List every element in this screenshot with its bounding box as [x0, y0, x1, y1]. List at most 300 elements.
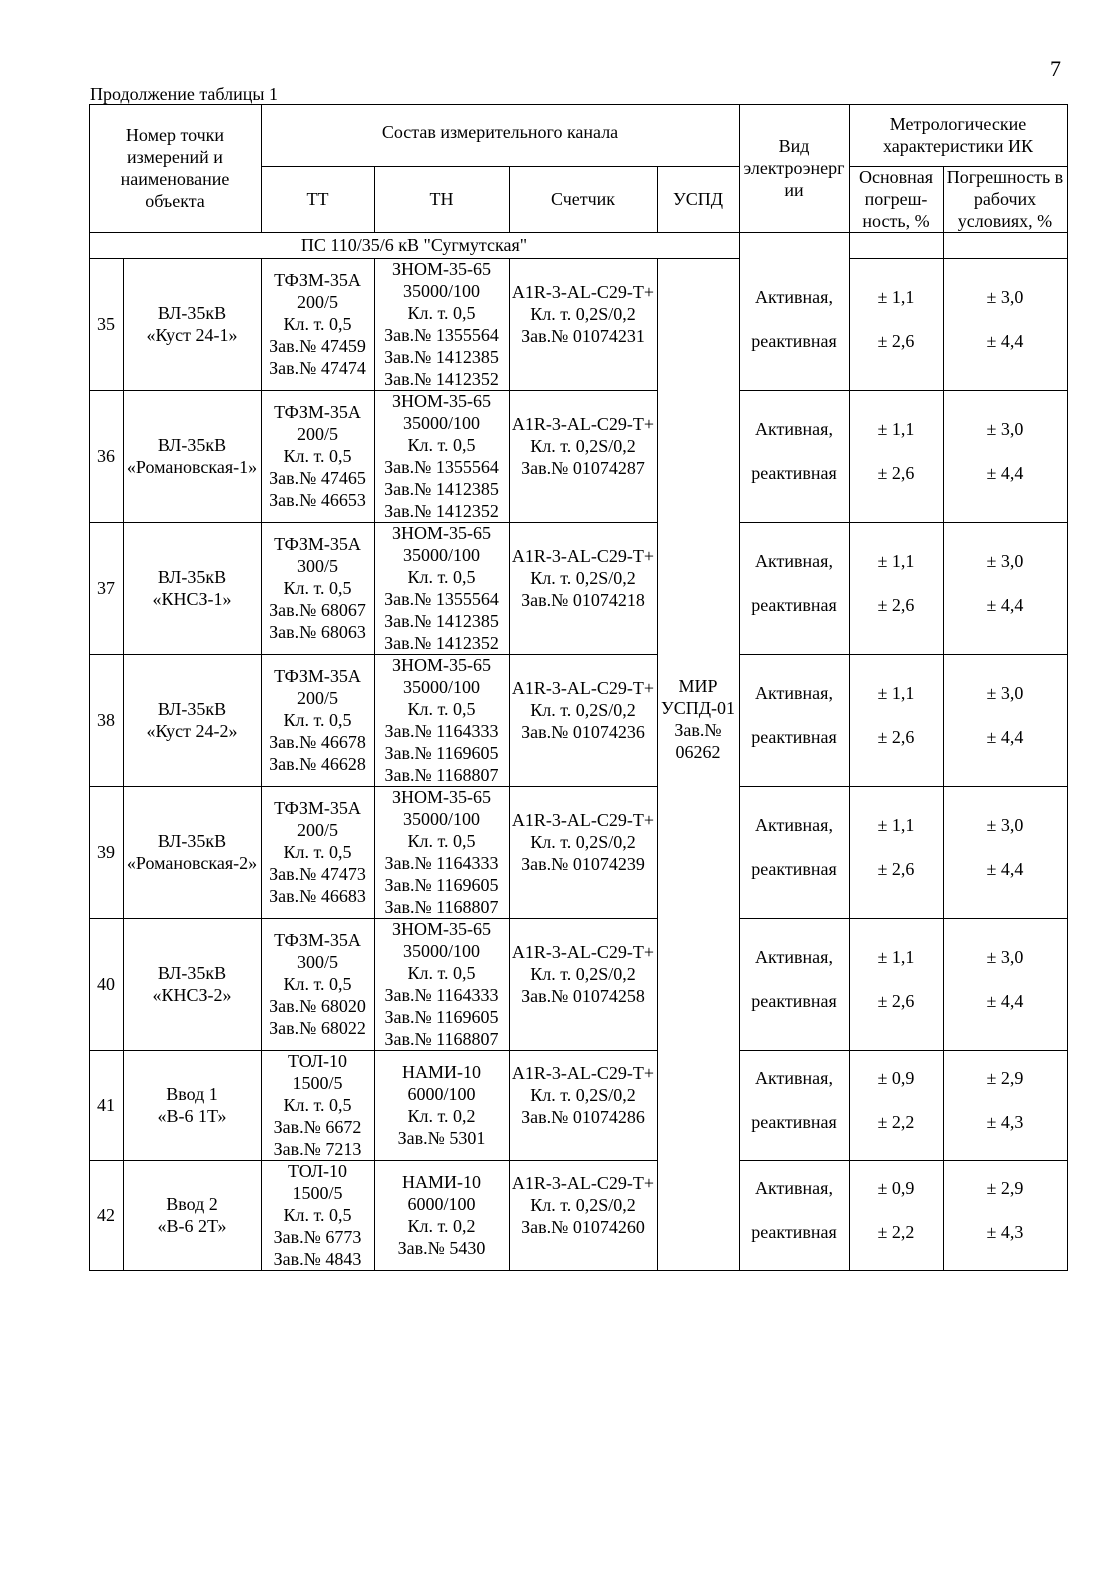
row-tt-line: Зав.№ 47465 [269, 468, 366, 488]
row-object-name [123, 1050, 261, 1160]
row-tn-line: 35000/100 [402, 941, 480, 961]
row-tn [374, 654, 509, 786]
row-tn [374, 1160, 509, 1270]
row-tt-line: 200/5 [296, 424, 338, 444]
row-base-error-reactive-line: ± 2,6 [877, 859, 915, 879]
row-object-name-line: «Куст 24-1» [146, 325, 238, 345]
row-object-name-line: Ввод 1 [166, 1084, 218, 1104]
row-base-error-reactive-line: ± 2,6 [877, 727, 915, 747]
row-work-error-active-line: ± 2,9 [986, 1068, 1024, 1088]
row-kind-active-line: Активная, [755, 947, 833, 967]
row-tt-line: Зав.№ 46683 [269, 886, 366, 906]
row-tn-line: 6000/100 [407, 1084, 476, 1104]
row-work-error-active-line: ± 3,0 [986, 683, 1024, 703]
row-kind-active-line: Активная, [755, 683, 833, 703]
row-object-name-line: ВЛ-35кВ [157, 699, 227, 719]
row-base-error-reactive [849, 588, 943, 622]
row-meter-line: Зав.№ 01074218 [521, 590, 645, 610]
row-tt-line: Кл. т. 0,5 [283, 974, 352, 994]
row-meter-line: А1R-3-AL-C29-T+ [511, 810, 655, 830]
row-tn-line: ЗНОМ-35-65 [391, 787, 491, 807]
row-kind-reactive [739, 456, 849, 490]
row-kind-reactive [739, 588, 849, 622]
row-tn-line: Зав.№ 1164333 [384, 985, 499, 1005]
row-tn-line: 6000/100 [407, 1194, 476, 1214]
row-base-error-reactive [849, 852, 943, 886]
row-kind-active-line: Активная, [755, 815, 833, 835]
row-object-name-line: «В-6 1Т» [157, 1106, 227, 1126]
row-tn-line: 35000/100 [402, 545, 480, 565]
row-kind-reactive-line: реактивная [751, 1222, 837, 1242]
row-tt-line: Зав.№ 46628 [269, 754, 366, 774]
row-work-error-active [943, 808, 1067, 842]
row-rule [739, 522, 1068, 523]
row-tn-line: Зав.№ 1164333 [384, 721, 499, 741]
row-work-error-reactive [943, 720, 1067, 754]
row-tn-line: Зав.№ 1412385 [384, 611, 499, 631]
row-work-error-active-line: ± 2,9 [986, 1178, 1024, 1198]
row-kind-reactive [739, 324, 849, 358]
row-meter-line: А1R-3-AL-C29-T+ [511, 414, 655, 434]
row-base-error-reactive-line: ± 2,6 [877, 991, 915, 1011]
row-rule [739, 390, 1068, 391]
row-kind-reactive [739, 852, 849, 886]
header-meter-line: Счетчик [550, 189, 616, 209]
header-metro-line: Метрологические [889, 114, 1027, 134]
row-work-error-active [943, 280, 1067, 314]
row-object-name-line: ВЛ-35кВ [157, 435, 227, 455]
row-meter-line: Зав.№ 01074287 [521, 458, 645, 478]
header-point-line: измерений и [127, 147, 223, 167]
row-base-error-active [849, 280, 943, 314]
row-meter-line: Кл. т. 0,2S/0,2 [530, 1195, 636, 1215]
row-object-name [123, 918, 261, 1050]
row-tn [374, 258, 509, 390]
row-tn-line: Зав.№ 1168807 [384, 1029, 499, 1049]
row-base-error-reactive-line: ± 2,6 [877, 463, 915, 483]
row-number [89, 1160, 123, 1270]
row-rule [739, 1160, 1068, 1161]
row-base-error-reactive [849, 456, 943, 490]
row-work-error-reactive [943, 456, 1067, 490]
row-tt [261, 390, 374, 522]
row-kind-reactive-line: реактивная [751, 331, 837, 351]
header-base-error-line: ность, % [862, 211, 930, 231]
row-tn-line: Кл. т. 0,5 [407, 963, 476, 983]
row-work-error-active [943, 544, 1067, 578]
row-kind-reactive [739, 1105, 849, 1139]
row-work-error-reactive [943, 324, 1067, 358]
row-kind-reactive-line: реактивная [751, 595, 837, 615]
header-point-line: наименование [120, 169, 230, 189]
row-tt-line: Кл. т. 0,5 [283, 314, 352, 334]
row-tn-line: Зав.№ 1412352 [384, 501, 499, 521]
header-kind-line: ии [784, 180, 804, 200]
row-tt-line: ТОЛ-10 [287, 1051, 348, 1071]
row-rule [739, 654, 1068, 655]
header-channel [261, 104, 739, 160]
row-tt-line: 200/5 [296, 292, 338, 312]
row-number [89, 1050, 123, 1160]
row-tt-line: Зав.№ 4843 [273, 1249, 362, 1269]
row-tt-line: Зав.№ 7213 [273, 1139, 362, 1159]
row-number-line: 41 [97, 1095, 115, 1115]
row-tn-line: ЗНОМ-35-65 [391, 655, 491, 675]
row-tt-line: Зав.№ 68020 [269, 996, 366, 1016]
row-kind-reactive [739, 984, 849, 1018]
row-tt-line: Зав.№ 46653 [269, 490, 366, 510]
row-tt-line: Зав.№ 47473 [269, 864, 366, 884]
row-base-error-reactive [849, 720, 943, 754]
header-point [89, 104, 261, 232]
row-meter-line: А1R-3-AL-C29-T+ [511, 282, 655, 302]
row-kind-active [739, 940, 849, 974]
row-meter [509, 370, 657, 522]
uspd-value-line: 06262 [675, 742, 721, 762]
row-kind-reactive-line: реактивная [751, 727, 837, 747]
row-tn-line: Кл. т. 0,5 [407, 567, 476, 587]
header-kind-line: электроэнерг [743, 158, 845, 178]
row-object-name-line: ВЛ-35кВ [157, 963, 227, 983]
row-meter-line: Зав.№ 01074236 [521, 722, 645, 742]
row-object-name [123, 258, 261, 390]
row-tn-line: Кл. т. 0,5 [407, 435, 476, 455]
row-tt-line: 200/5 [296, 820, 338, 840]
row-rule [739, 918, 1068, 919]
row-kind-active-line: Активная, [755, 287, 833, 307]
row-object-name [123, 786, 261, 918]
row-base-error-active-line: ± 0,9 [877, 1178, 915, 1198]
row-tn-line: Зав.№ 1412385 [384, 347, 499, 367]
row-tt [261, 918, 374, 1050]
row-tt-line: ТФЗМ-35А [274, 270, 361, 290]
substation-name-line: ПС 110/35/6 кВ "Сугмутская" [300, 235, 528, 255]
row-object-name-line: ВЛ-35кВ [157, 567, 227, 587]
header-base-error [849, 166, 943, 232]
row-work-error-reactive [943, 1105, 1067, 1139]
header-tt [261, 166, 374, 232]
row-kind-active [739, 1061, 849, 1095]
row-base-error-active-line: ± 1,1 [877, 683, 915, 703]
row-meter-line: А1R-3-AL-C29-T+ [511, 1173, 655, 1193]
row-object-name-line: ВЛ-35кВ [157, 831, 227, 851]
row-meter-line: Кл. т. 0,2S/0,2 [530, 832, 636, 852]
row-tt-line: Зав.№ 47474 [269, 358, 366, 378]
row-work-error-active [943, 676, 1067, 710]
row-tn-line: Зав.№ 1412352 [384, 369, 499, 389]
row-tn [374, 786, 509, 918]
row-meter [509, 1140, 657, 1270]
row-base-error-reactive-line: ± 2,2 [877, 1222, 915, 1242]
header-point-line: объекта [145, 191, 205, 211]
row-tn-line: Зав.№ 5430 [397, 1238, 486, 1258]
row-meter-line: Зав.№ 01074258 [521, 986, 645, 1006]
row-tn-line: Кл. т. 0,5 [407, 699, 476, 719]
row-kind-active [739, 544, 849, 578]
row-tn-line: Зав.№ 1168807 [384, 765, 499, 785]
row-tn-line: Зав.№ 1355564 [384, 457, 499, 477]
row-work-error-reactive [943, 588, 1067, 622]
row-meter-line: Кл. т. 0,2S/0,2 [530, 964, 636, 984]
row-kind-active [739, 676, 849, 710]
row-tn-line: 35000/100 [402, 677, 480, 697]
row-tn [374, 1050, 509, 1160]
row-object-name [123, 654, 261, 786]
row-tt-line: ТФЗМ-35А [274, 666, 361, 686]
row-tt-line: ТОЛ-10 [287, 1161, 348, 1181]
row-kind-reactive-line: реактивная [751, 859, 837, 879]
row-tn-line: 35000/100 [402, 281, 480, 301]
row-object-name-line: «КНСЗ-1» [152, 589, 232, 609]
row-tt-line: Зав.№ 68067 [269, 600, 366, 620]
row-tn-line: 35000/100 [402, 809, 480, 829]
row-tt-line: Зав.№ 47459 [269, 336, 366, 356]
row-number [89, 390, 123, 522]
row-meter [509, 898, 657, 1050]
row-kind-active [739, 808, 849, 842]
row-work-error-active-line: ± 3,0 [986, 815, 1024, 835]
row-tn-line: Кл. т. 0,5 [407, 831, 476, 851]
row-base-error-reactive [849, 984, 943, 1018]
row-tt-line: Зав.№ 46678 [269, 732, 366, 752]
row-kind-reactive-line: реактивная [751, 463, 837, 483]
row-tt-line: 1500/5 [292, 1073, 343, 1093]
row-meter-line: Кл. т. 0,2S/0,2 [530, 568, 636, 588]
row-tt [261, 522, 374, 654]
table-caption: Продолжение таблицы 1 [90, 84, 278, 104]
row-meter-line: А1R-3-AL-C29-T+ [511, 678, 655, 698]
row-base-error-reactive [849, 1215, 943, 1249]
row-object-name [123, 1160, 261, 1270]
row-tn-line: Кл. т. 0,2 [407, 1106, 476, 1126]
row-meter [509, 238, 657, 390]
table-right-border [1067, 104, 1068, 1271]
row-meter [509, 634, 657, 786]
row-kind-active [739, 280, 849, 314]
row-object-name-line: «Куст 24-2» [146, 721, 238, 741]
row-tn-line: 35000/100 [402, 413, 480, 433]
row-work-error-active [943, 412, 1067, 446]
row-base-error-reactive-line: ± 2,6 [877, 331, 915, 351]
header-base-error-line: Основная [858, 167, 934, 187]
row-tt [261, 654, 374, 786]
header-work-error-line: Погрешность в [946, 167, 1064, 187]
row-work-error-reactive-line: ± 4,3 [986, 1222, 1024, 1242]
row-tt-line: ТФЗМ-35А [274, 534, 361, 554]
row-work-error-active [943, 1171, 1067, 1205]
header-work-error-line: рабочих [973, 189, 1037, 209]
row-work-error-active-line: ± 3,0 [986, 947, 1024, 967]
row-number [89, 258, 123, 390]
row-tn-line: Зав.№ 1355564 [384, 589, 499, 609]
row-kind-active [739, 412, 849, 446]
uspd-value [657, 258, 739, 1180]
row-kind-active-line: Активная, [755, 419, 833, 439]
row-kind-active-line: Активная, [755, 1068, 833, 1088]
row-base-error-active-line: ± 1,1 [877, 419, 915, 439]
row-number [89, 654, 123, 786]
row-base-error-active [849, 808, 943, 842]
row-tn-line: НАМИ-10 [402, 1062, 481, 1082]
row-work-error-reactive-line: ± 4,4 [986, 727, 1024, 747]
row-number-line: 42 [97, 1205, 115, 1225]
row-tn [374, 390, 509, 522]
row-base-error-active-line: ± 0,9 [877, 1068, 915, 1088]
row-object-name [123, 522, 261, 654]
row-tt-line: Зав.№ 68022 [269, 1018, 366, 1038]
row-work-error-reactive-line: ± 4,4 [986, 991, 1024, 1011]
row-tt-line: Зав.№ 6773 [273, 1227, 362, 1247]
row-meter-line: Зав.№ 01074239 [521, 854, 645, 874]
table-bottom-border [89, 1270, 1068, 1271]
row-tn-line: Зав.№ 1168807 [384, 897, 499, 917]
row-kind-reactive-line: реактивная [751, 991, 837, 1011]
row-tn-line: ЗНОМ-35-65 [391, 919, 491, 939]
row-object-name [123, 390, 261, 522]
row-tn-line: ЗНОМ-35-65 [391, 391, 491, 411]
row-meter-line: Кл. т. 0,2S/0,2 [530, 436, 636, 456]
row-tn-line: Зав.№ 1169605 [384, 743, 499, 763]
row-tt [261, 1050, 374, 1160]
row-tn-line: Зав.№ 1412352 [384, 633, 499, 653]
header-metro [849, 104, 1067, 166]
row-tt [261, 786, 374, 918]
header-base-error-line: погреш- [864, 189, 928, 209]
row-base-error-active-line: ± 1,1 [877, 815, 915, 835]
row-number [89, 522, 123, 654]
row-rule [739, 1050, 1068, 1051]
header-kind-line: Вид [778, 136, 810, 156]
row-tn-line: ЗНОМ-35-65 [391, 259, 491, 279]
row-base-error-active-line: ± 1,1 [877, 947, 915, 967]
row-base-error-reactive-line: ± 2,2 [877, 1112, 915, 1132]
row-meter-line: Кл. т. 0,2S/0,2 [530, 304, 636, 324]
row-tt-line: 300/5 [296, 952, 338, 972]
header-metro-line: характеристики ИК [882, 136, 1034, 156]
row-kind-reactive [739, 720, 849, 754]
row-kind-active-line: Активная, [755, 1178, 833, 1198]
row-base-error-active [849, 676, 943, 710]
row-meter-line: Кл. т. 0,2S/0,2 [530, 700, 636, 720]
row-tn-line: Зав.№ 1169605 [384, 875, 499, 895]
row-base-error-active [849, 1171, 943, 1205]
uspd-value-line: УСПД-01 [660, 698, 736, 718]
row-number-line: 35 [97, 314, 115, 334]
row-tn-line: НАМИ-10 [402, 1172, 481, 1192]
row-tn-line: Кл. т. 0,2 [407, 1216, 476, 1236]
row-work-error-active-line: ± 3,0 [986, 287, 1024, 307]
row-tt-line: Зав.№ 68063 [269, 622, 366, 642]
row-meter [509, 502, 657, 654]
row-tt-line: Кл. т. 0,5 [283, 578, 352, 598]
header-channel-line: Состав измерительного канала [381, 122, 619, 142]
row-base-error-reactive-line: ± 2,6 [877, 595, 915, 615]
row-object-name-line: «Романовская-1» [126, 457, 258, 477]
row-tt-line: Кл. т. 0,5 [283, 446, 352, 466]
row-kind-reactive-line: реактивная [751, 1112, 837, 1132]
row-tt-line: Кл. т. 0,5 [283, 842, 352, 862]
row-work-error-reactive-line: ± 4,4 [986, 859, 1024, 879]
row-work-error-active [943, 1061, 1067, 1095]
row-tn-line: Кл. т. 0,5 [407, 303, 476, 323]
row-base-error-active [849, 544, 943, 578]
row-base-error-active [849, 412, 943, 446]
row-tn-line: Зав.№ 1169605 [384, 1007, 499, 1027]
header-tt-line: ТТ [306, 189, 329, 209]
row-base-error-reactive [849, 1105, 943, 1139]
row-tn-line: Зав.№ 1164333 [384, 853, 499, 873]
row-tn [374, 522, 509, 654]
row-work-error-reactive [943, 1215, 1067, 1249]
header-point-line: Номер точки [125, 125, 225, 145]
row-work-error-reactive [943, 852, 1067, 886]
row-meter-line: Зав.№ 01074260 [521, 1217, 645, 1237]
row-tt-line: Кл. т. 0,5 [283, 1095, 352, 1115]
row-meter-line: Зав.№ 01074286 [521, 1107, 645, 1127]
row-tt-line: ТФЗМ-35А [274, 930, 361, 950]
row-tt-line: Кл. т. 0,5 [283, 710, 352, 730]
row-tn-line: Зав.№ 1412385 [384, 479, 499, 499]
row-tt [261, 258, 374, 390]
substation-rule-right [849, 258, 1068, 259]
row-meter-line: А1R-3-AL-C29-T+ [511, 546, 655, 566]
row-number-line: 37 [97, 578, 115, 598]
row-object-name-line: «КНСЗ-2» [152, 985, 232, 1005]
row-kind-active-line: Активная, [755, 551, 833, 571]
header-tn [374, 166, 509, 232]
header-kind [739, 124, 849, 212]
row-base-error-active [849, 940, 943, 974]
row-tt-line: Зав.№ 6672 [273, 1117, 362, 1137]
row-object-name-line: ВЛ-35кВ [157, 303, 227, 323]
measurement-table [89, 104, 1068, 1276]
row-work-error-reactive-line: ± 4,4 [986, 595, 1024, 615]
row-object-name-line: «В-6 2Т» [157, 1216, 227, 1236]
header-meter [509, 166, 657, 232]
row-kind-active [739, 1171, 849, 1205]
row-number-line: 39 [97, 842, 115, 862]
row-base-error-active [849, 1061, 943, 1095]
row-tt-line: 1500/5 [292, 1183, 343, 1203]
uspd-value-line: МИР [678, 676, 718, 696]
row-meter-line: А1R-3-AL-C29-T+ [511, 942, 655, 962]
row-tt-line: ТФЗМ-35А [274, 402, 361, 422]
row-tt [261, 1160, 374, 1270]
row-tt-line: 300/5 [296, 556, 338, 576]
row-work-error-active-line: ± 3,0 [986, 551, 1024, 571]
row-tn-line: ЗНОМ-35-65 [391, 523, 491, 543]
row-tn-line: Зав.№ 1355564 [384, 325, 499, 345]
uspd-value-line: Зав.№ [674, 720, 722, 740]
row-number-line: 36 [97, 446, 115, 466]
row-work-error-reactive-line: ± 4,4 [986, 331, 1024, 351]
row-object-name-line: «Романовская-2» [126, 853, 258, 873]
row-meter-line: Кл. т. 0,2S/0,2 [530, 1085, 636, 1105]
row-meter-line: Зав.№ 01074231 [521, 326, 645, 346]
row-base-error-reactive [849, 324, 943, 358]
row-meter-line: А1R-3-AL-C29-T+ [511, 1063, 655, 1083]
header-uspd-line: УСПД [672, 189, 724, 209]
row-number-line: 38 [97, 710, 115, 730]
row-number [89, 786, 123, 918]
row-number-line: 40 [97, 974, 115, 994]
row-work-error-reactive-line: ± 4,4 [986, 463, 1024, 483]
row-work-error-reactive [943, 984, 1067, 1018]
row-rule [739, 786, 1068, 787]
row-kind-reactive [739, 1215, 849, 1249]
row-work-error-active-line: ± 3,0 [986, 419, 1024, 439]
row-number [89, 918, 123, 1050]
